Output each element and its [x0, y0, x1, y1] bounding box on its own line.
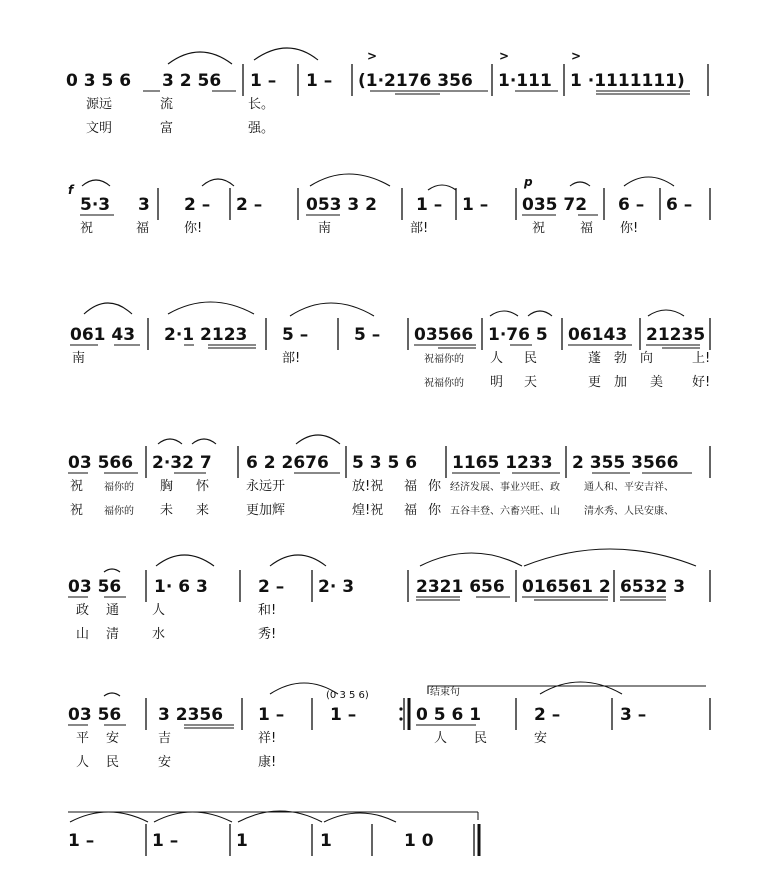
lyric: 煌!祝: [352, 503, 384, 518]
slur: [490, 311, 518, 316]
lyric: 政: [76, 603, 90, 618]
lyric: 祝福你的: [424, 354, 464, 365]
lyric: 清: [106, 627, 120, 642]
accent-mark: >: [367, 49, 378, 63]
lyric: 放!祝: [352, 479, 384, 494]
lyric: 人: [76, 755, 90, 770]
lyric: 你: [428, 479, 442, 494]
lyric: 人: [152, 603, 166, 618]
lyric: 清水秀、人民安康、: [584, 506, 674, 517]
note-group: 1 ·1111111): [570, 71, 685, 91]
slur: [104, 569, 120, 572]
score-line-7: [68, 811, 479, 856]
note-group: 2 355 3566: [572, 453, 679, 473]
lyric: 祝: [70, 479, 84, 494]
note-group: 21235: [646, 325, 706, 345]
note-group: 1165 1233: [452, 453, 553, 473]
note-group: 0 3 5 6: [66, 71, 132, 91]
note-group: 5·3: [80, 195, 111, 215]
note-group: 1·76 5: [488, 325, 548, 345]
repeat-hint: (0 3 5 6): [326, 690, 369, 701]
lyric: 天: [524, 375, 538, 390]
lyric: 胸: [160, 479, 174, 494]
note-group: 1 0: [404, 831, 434, 851]
lyric: 明: [490, 375, 504, 390]
note-group: 2 –: [236, 195, 263, 215]
note-group: 016561 2: [522, 577, 611, 597]
slur: [524, 549, 696, 566]
note-group: 6 –: [618, 195, 645, 215]
accent-mark: >: [571, 49, 582, 63]
lyric: 民: [106, 755, 120, 770]
lyric: 流: [160, 97, 174, 112]
note-group: 5 –: [354, 325, 381, 345]
lyric: 五谷丰登、六畜兴旺、山: [450, 506, 560, 517]
note-group: 3 2356: [158, 705, 224, 725]
slur: [202, 179, 234, 186]
note-group: 03 56: [68, 577, 122, 597]
lyric: 部!: [282, 351, 301, 366]
slur: [168, 302, 254, 314]
ending-bracket: [428, 686, 706, 694]
lyric: 通人和、平安吉祥、: [584, 482, 674, 493]
slur: [648, 310, 684, 316]
lyric: 南: [72, 351, 86, 366]
lyric: 长。: [248, 97, 275, 112]
slur: [156, 555, 214, 566]
lyric: 好!: [692, 375, 711, 390]
dynamic-mark: f: [68, 183, 74, 197]
note-group: 2 –: [258, 577, 285, 597]
note-group: 2 –: [534, 705, 561, 725]
slur: [82, 180, 110, 186]
slur: [540, 682, 622, 694]
lyric: 上!: [692, 351, 711, 366]
slur: [310, 174, 390, 186]
slur: [570, 182, 590, 186]
lyric: 福: [580, 221, 594, 236]
lyric: 更: [588, 375, 602, 390]
note-group: 3: [138, 195, 150, 215]
note-group: 1 –: [250, 71, 277, 91]
note-group: 03 56: [68, 705, 122, 725]
lyric: 秀!: [258, 627, 277, 642]
lyric: 福: [404, 503, 418, 518]
slur: [168, 52, 232, 64]
lyric: 祝福你的: [424, 378, 464, 389]
lyric: 怀: [196, 479, 210, 494]
lyric: 安: [534, 731, 548, 746]
note-group: 03566: [414, 325, 474, 345]
lyric: 福: [136, 221, 150, 236]
lyric: 来: [196, 503, 210, 518]
lyric: 安: [158, 755, 172, 770]
lyric: 人: [490, 351, 504, 366]
slur: [324, 813, 396, 822]
lyric: 蓬: [588, 351, 602, 366]
lyric: 安: [106, 731, 120, 746]
lyric: 文明: [86, 121, 113, 136]
lyric: 经济发展、事业兴旺、政: [450, 482, 560, 493]
note-group: 3 2 56: [162, 71, 222, 91]
slur: [624, 177, 674, 186]
slur: [290, 303, 374, 316]
slur: [158, 439, 182, 444]
lyric: 祝: [70, 503, 84, 518]
lyric: 祝: [532, 221, 546, 236]
lyric: 永远开: [246, 479, 286, 494]
lyric: 源远: [86, 97, 113, 112]
lyric: 你!: [620, 221, 639, 236]
note-group: 2 –: [184, 195, 211, 215]
note-group: 3 –: [620, 705, 647, 725]
score-line-5: [68, 549, 710, 642]
slur: [84, 303, 132, 314]
note-group: 061 43: [70, 325, 136, 345]
note-group: 1 –: [330, 705, 357, 725]
lyric: 民: [474, 731, 488, 746]
lyric: 民: [524, 351, 538, 366]
note-group: 1 –: [416, 195, 443, 215]
note-group: 1 –: [258, 705, 285, 725]
ending-label: 结束句: [430, 687, 460, 698]
note-group: 2·32 7: [152, 453, 212, 473]
note-group: 06143: [568, 325, 628, 345]
slur: [270, 555, 326, 566]
lyric: 更加辉: [246, 503, 286, 518]
score-line-1: [66, 48, 708, 136]
score-line-6: [68, 682, 710, 770]
lyric: 福: [404, 479, 418, 494]
note-group: 6532 3: [620, 577, 686, 597]
lyric: 和!: [258, 603, 277, 618]
note-group: 2· 3: [318, 577, 355, 597]
slur: [154, 812, 232, 822]
lyric: 美: [650, 375, 664, 390]
lyric: 通: [106, 603, 120, 618]
lyric: 平: [76, 731, 90, 746]
lyric: 祥!: [258, 731, 277, 746]
score-line-4: [68, 435, 710, 518]
note-group: 1·111: [498, 71, 552, 91]
note-group: 1· 6 3: [154, 577, 208, 597]
note-group: 035 72: [522, 195, 588, 215]
note-group: 03 566: [68, 453, 134, 473]
slur: [238, 811, 322, 822]
score-line-2: [68, 174, 710, 236]
slur: [254, 48, 318, 60]
slur: [528, 311, 552, 316]
slur: [192, 439, 216, 444]
lyric: 吉: [158, 731, 172, 746]
accent-mark: >: [499, 49, 510, 63]
slur: [420, 553, 522, 566]
slur: [70, 812, 148, 822]
note-group: 6 2 2676: [246, 453, 329, 473]
lyric: 向: [640, 351, 654, 366]
lyric: 山: [76, 627, 90, 642]
note-group: 053 3 2: [306, 195, 377, 215]
lyric: 你: [428, 503, 442, 518]
slur: [296, 435, 340, 444]
note-group: (1·2176 356: [358, 71, 473, 91]
note-group: 0 5 6 1: [416, 705, 482, 725]
note-group: 6 –: [666, 195, 693, 215]
score-line-3: [70, 302, 710, 390]
slur: [104, 693, 120, 696]
lyric: 未: [160, 503, 174, 518]
note-group: 1 –: [462, 195, 489, 215]
lyric: 富: [160, 121, 174, 136]
note-group: 1 –: [306, 71, 333, 91]
lyric: 勃: [614, 351, 628, 366]
lyric: 你!: [184, 221, 203, 236]
lyric: 康!: [258, 755, 277, 770]
note-group: 5 3 5 6: [352, 453, 418, 473]
slur: [428, 185, 456, 190]
note-group: 5 –: [282, 325, 309, 345]
lyric: 强。: [248, 121, 275, 136]
note-group: 1: [320, 831, 332, 851]
note-group: 1 –: [152, 831, 179, 851]
lyric: 福你的: [104, 506, 134, 517]
lyric: 南: [318, 221, 332, 236]
lyric: 祝: [80, 221, 94, 236]
lyric: 福你的: [104, 482, 134, 493]
dynamic-mark: p: [524, 175, 533, 189]
lyric: 部!: [410, 221, 429, 236]
note-group: 2321 656: [416, 577, 505, 597]
lyric: 加: [614, 375, 628, 390]
lyric: 人: [434, 731, 448, 746]
note-group: 1 –: [68, 831, 95, 851]
note-group: 2·1 2123: [164, 325, 248, 345]
lyric: 水: [152, 627, 166, 642]
note-group: 1: [236, 831, 248, 851]
